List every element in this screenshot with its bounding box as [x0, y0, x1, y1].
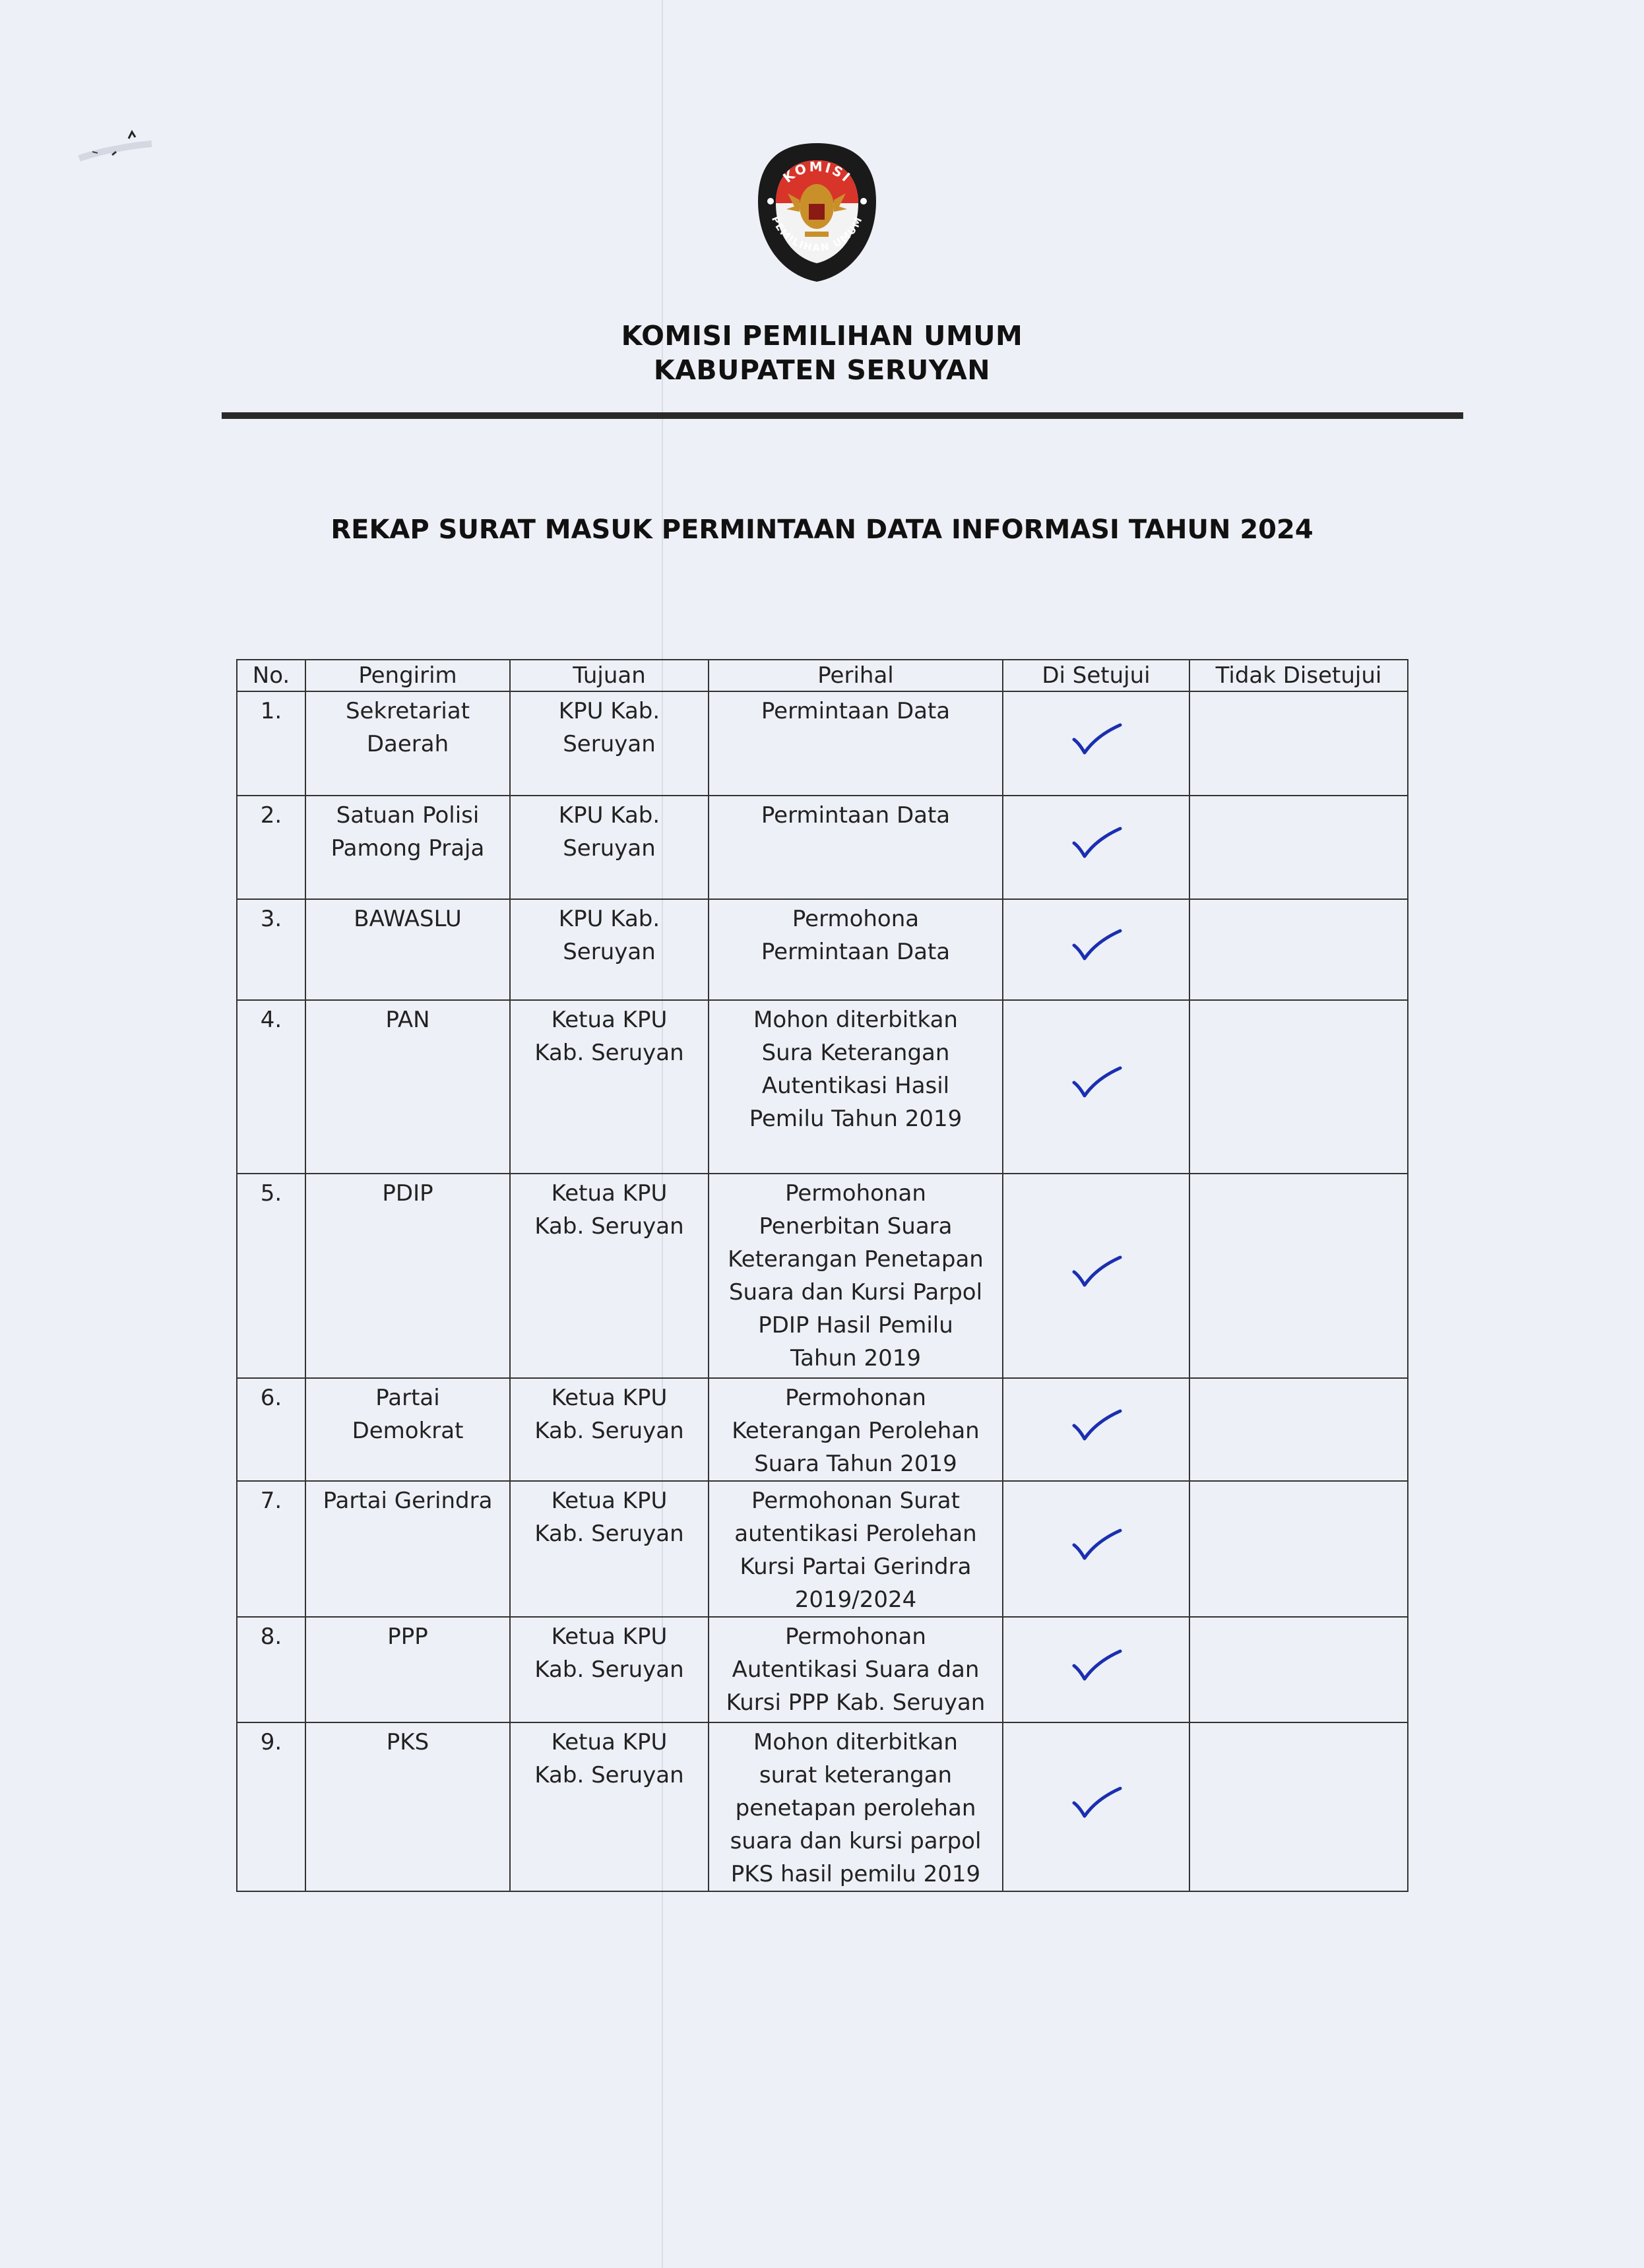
cell-tujuan-line: KPU Kab. [558, 802, 660, 829]
cell-tujuan [510, 1617, 709, 1722]
cell-perihal-line: Mohon diterbitkan [753, 1007, 958, 1033]
cell-pengirim-line: PKS [386, 1729, 429, 1755]
cell-pengirim [305, 1722, 510, 1891]
cell-tujuan [510, 899, 709, 1000]
col-header-no: No. [237, 660, 305, 691]
cell-pengirim-line: Pamong Praja [331, 835, 485, 862]
check-mark-icon [1070, 1647, 1123, 1684]
cell-tujuan [510, 796, 709, 899]
cell-tidak-disetujui [1189, 1000, 1408, 1174]
cell-no: 8. [237, 1617, 305, 1722]
cell-perihal-line: Kursi Partai Gerindra [740, 1554, 972, 1580]
cell-pengirim-line: BAWASLU [354, 906, 462, 932]
cell-di-setujui [1003, 1378, 1189, 1481]
cell-perihal-line: Kursi PPP Kab. Seruyan [726, 1689, 986, 1716]
cell-pengirim [305, 1481, 510, 1617]
cell-pengirim-line: Sekretariat [345, 698, 470, 724]
cell-tujuan-line: Kab. Seruyan [534, 1418, 684, 1444]
cell-no: 7. [237, 1481, 305, 1617]
table-row [237, 1174, 1408, 1378]
cell-perihal-line: Suara dan Kursi Parpol [728, 1279, 983, 1306]
org-region: KABUPATEN SERUYAN [653, 354, 991, 386]
check-mark-icon [1070, 1527, 1123, 1563]
cell-tujuan-line: Kab. Seruyan [534, 1762, 684, 1788]
table-row [237, 1617, 1408, 1722]
cell-no: 6. [237, 1378, 305, 1481]
table-row [237, 796, 1408, 899]
cell-perihal-line: Permintaan Data [761, 802, 951, 829]
org-name: KOMISI PEMILIHAN UMUM [621, 320, 1023, 352]
cell-no: 2. [237, 796, 305, 899]
cell-tujuan-line: Kab. Seruyan [534, 1521, 684, 1547]
cell-perihal-line: Permintaan Data [761, 939, 951, 965]
cell-pengirim-line: Satuan Polisi [336, 802, 480, 829]
cell-perihal-line: PDIP Hasil Pemilu [758, 1312, 953, 1339]
cell-tujuan-line: Seruyan [563, 731, 656, 757]
cell-perihal [709, 1722, 1003, 1891]
cell-perihal-line: Penerbitan Suara [759, 1213, 953, 1240]
cell-pengirim [305, 899, 510, 1000]
cell-tujuan-line: Kab. Seruyan [534, 1040, 684, 1066]
cell-perihal-line: suara dan kursi parpol [730, 1828, 982, 1854]
cell-tujuan-line: Ketua KPU [551, 1180, 668, 1207]
check-mark-icon [1070, 1253, 1123, 1290]
cell-perihal-line: Permohonan [785, 1623, 926, 1650]
cell-no: 1. [237, 691, 305, 796]
rekap-table [236, 659, 1408, 1892]
cell-perihal-line: Tahun 2019 [790, 1345, 921, 1371]
cell-tidak-disetujui [1189, 1378, 1408, 1481]
cell-perihal-line: Autentikasi Hasil [761, 1073, 950, 1099]
cell-perihal-line: penetapan perolehan [735, 1795, 976, 1821]
cell-no: 4. [237, 1000, 305, 1174]
cell-pengirim-line: Partai [375, 1385, 440, 1411]
cell-perihal-line: Pemilu Tahun 2019 [749, 1106, 963, 1132]
cell-tidak-disetujui [1189, 899, 1408, 1000]
cell-pengirim [305, 1174, 510, 1378]
cell-perihal-line: Permohonan [785, 1385, 926, 1411]
cell-perihal-line: Permohonan [785, 1180, 926, 1207]
cell-pengirim-line: Demokrat [352, 1418, 464, 1444]
col-header-pengirim: Pengirim [305, 660, 510, 691]
cell-perihal [709, 1617, 1003, 1722]
cell-tujuan-line: Seruyan [563, 939, 656, 965]
col-header-tidak-disetujui: Tidak Disetujui [1189, 660, 1408, 691]
cell-perihal-line: PKS hasil pemilu 2019 [730, 1861, 981, 1887]
cell-pengirim [305, 796, 510, 899]
cell-perihal [709, 1481, 1003, 1617]
cell-di-setujui [1003, 691, 1189, 796]
cell-perihal [709, 1000, 1003, 1174]
cell-tujuan-line: Ketua KPU [551, 1007, 668, 1033]
document-title: REKAP SURAT MASUK PERMINTAAN DATA INFORMASI TAHUN 2024 [331, 515, 1313, 545]
cell-perihal-line: Permohonan Surat [751, 1488, 960, 1514]
table-row [237, 691, 1408, 796]
cell-perihal-line: Sura Keterangan [761, 1040, 950, 1066]
cell-di-setujui [1003, 1617, 1189, 1722]
table-row [237, 1000, 1408, 1174]
cell-perihal-line: Permintaan Data [761, 698, 951, 724]
cell-di-setujui [1003, 1722, 1189, 1891]
check-mark-icon [1070, 1784, 1123, 1821]
cell-perihal-line: autentikasi Perolehan [734, 1521, 977, 1547]
cell-perihal [709, 1174, 1003, 1378]
paper-speck [73, 125, 158, 178]
cell-perihal-line: Autentikasi Suara dan [732, 1656, 980, 1683]
cell-di-setujui [1003, 796, 1189, 899]
cell-tujuan-line: Ketua KPU [551, 1385, 668, 1411]
cell-tujuan-line: KPU Kab. [558, 698, 660, 724]
cell-tujuan-line: Kab. Seruyan [534, 1656, 684, 1683]
table-row [237, 1481, 1408, 1617]
cell-tujuan [510, 1722, 709, 1891]
cell-tidak-disetujui [1189, 1174, 1408, 1378]
check-mark-icon [1070, 927, 1123, 963]
cell-perihal-line: Keterangan Perolehan [732, 1418, 980, 1444]
cell-perihal-line: Mohon diterbitkan [753, 1729, 958, 1755]
col-header-perihal: Perihal [709, 660, 1003, 691]
cell-pengirim [305, 1378, 510, 1481]
cell-tujuan-line: Ketua KPU [551, 1488, 668, 1514]
logo-text-bottom: PEMILIHAN UMUM [769, 214, 866, 254]
cell-tujuan-line: Ketua KPU [551, 1729, 668, 1755]
table-body [237, 691, 1408, 1891]
cell-tidak-disetujui [1189, 796, 1408, 899]
cell-pengirim [305, 1617, 510, 1722]
cell-di-setujui [1003, 899, 1189, 1000]
cell-pengirim-line: PDIP [382, 1180, 433, 1207]
cell-di-setujui [1003, 1174, 1189, 1378]
cell-tujuan [510, 1481, 709, 1617]
cell-perihal-line: 2019/2024 [794, 1587, 917, 1613]
header-rule [222, 412, 1463, 419]
cell-tujuan [510, 1174, 709, 1378]
cell-no: 9. [237, 1722, 305, 1891]
cell-pengirim-line: Daerah [366, 731, 449, 757]
cell-perihal-line: Keterangan Penetapan [728, 1246, 984, 1273]
cell-perihal [709, 899, 1003, 1000]
cell-tidak-disetujui [1189, 691, 1408, 796]
cell-tujuan-line: Kab. Seruyan [534, 1213, 684, 1240]
cell-tujuan-line: Seruyan [563, 835, 656, 862]
cell-tidak-disetujui [1189, 1617, 1408, 1722]
cell-tidak-disetujui [1189, 1722, 1408, 1891]
cell-no: 5. [237, 1174, 305, 1378]
cell-tujuan [510, 1000, 709, 1174]
cell-perihal [709, 691, 1003, 796]
cell-di-setujui [1003, 1000, 1189, 1174]
cell-perihal-line: surat keterangan [759, 1762, 953, 1788]
cell-di-setujui [1003, 1481, 1189, 1617]
col-header-di-setujui: Di Setujui [1003, 660, 1189, 691]
table-row [237, 1722, 1408, 1891]
kpu-logo [756, 141, 878, 284]
cell-tidak-disetujui [1189, 1481, 1408, 1617]
cell-tujuan [510, 691, 709, 796]
check-mark-icon [1070, 1407, 1123, 1443]
cell-pengirim-line: PAN [385, 1007, 430, 1033]
check-mark-icon [1070, 721, 1123, 757]
cell-tujuan-line: KPU Kab. [558, 906, 660, 932]
cell-perihal [709, 796, 1003, 899]
logo-text-top: KOMISI [780, 158, 855, 186]
cell-pengirim [305, 1000, 510, 1174]
cell-pengirim [305, 691, 510, 796]
check-mark-icon [1070, 825, 1123, 861]
cell-perihal-line: Permohona [792, 906, 920, 932]
cell-perihal [709, 1378, 1003, 1481]
cell-pengirim-line: PPP [387, 1623, 428, 1650]
check-mark-icon [1070, 1064, 1123, 1100]
cell-perihal-line: Suara Tahun 2019 [754, 1451, 957, 1477]
cell-tujuan-line: Ketua KPU [551, 1623, 668, 1650]
cell-pengirim-line: Partai Gerindra [323, 1488, 493, 1514]
table-row [237, 1378, 1408, 1481]
col-header-tujuan: Tujuan [510, 660, 709, 691]
cell-tujuan [510, 1378, 709, 1481]
table-header-row [237, 660, 1408, 691]
cell-no: 3. [237, 899, 305, 1000]
table-row [237, 899, 1408, 1000]
